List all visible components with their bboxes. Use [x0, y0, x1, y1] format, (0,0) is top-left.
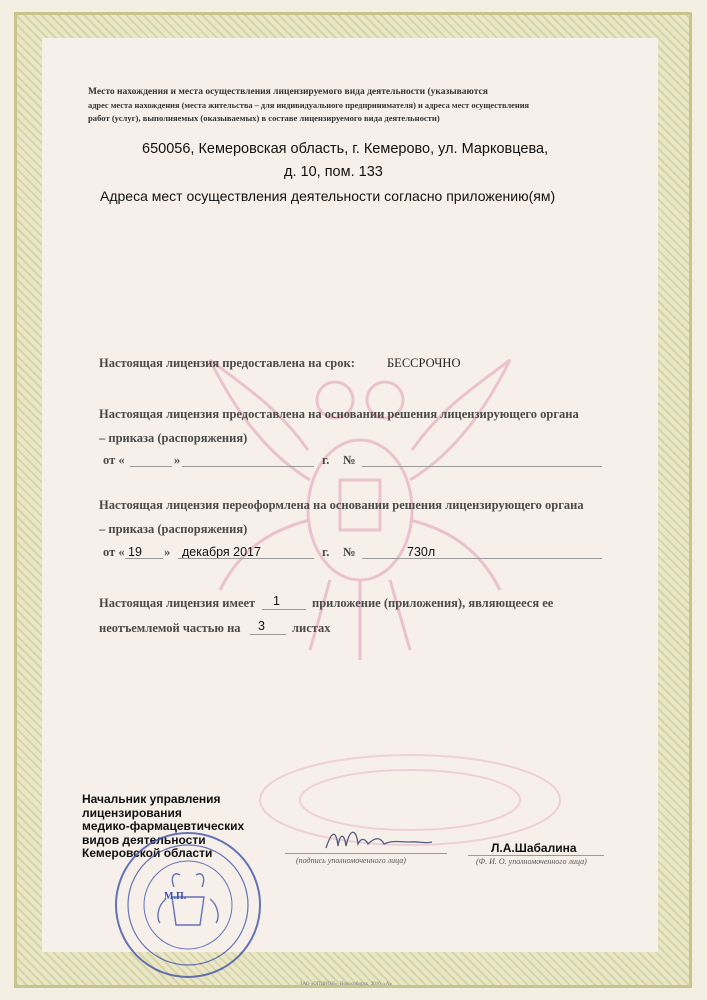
- reissue-from: от «: [103, 545, 125, 559]
- reissue-month-line: [178, 558, 314, 559]
- signatory-title: [82, 793, 244, 861]
- appendix-count: 1: [273, 594, 280, 608]
- appendix-sheets: 3: [258, 619, 265, 633]
- grant-no: №: [343, 453, 356, 467]
- appendix-sheets-label: листах: [292, 621, 331, 635]
- reissue-close-quote: »: [164, 545, 171, 559]
- header-line-2: адрес места нахождения (места жительства – для индивидуального предпринимателя) и адреса мест осуществления: [88, 101, 530, 110]
- signatory-name: Л.А.Шабалина: [491, 841, 577, 855]
- grant-number-line: [362, 466, 602, 467]
- address-line-3: Адреса мест осуществления деятельности согласно приложению(ям): [100, 188, 556, 204]
- grant-line-1: Настоящая лицензия предоставлена на основании решения лицензирующего органа: [99, 407, 579, 421]
- term-value: БЕССРОЧНО: [387, 356, 461, 370]
- stamp-mp: М.П.: [164, 891, 187, 902]
- name-caption: (Ф. И. О. уполномоченного лица): [476, 857, 587, 866]
- reissue-no: №: [343, 545, 356, 559]
- grant-close-quote: »: [174, 453, 181, 467]
- grant-month-line: [182, 466, 314, 467]
- term-label: Настоящая лицензия предоставлена на срок:: [99, 356, 355, 370]
- printer-footer: ЗАО «ОПЦИОН», Новосибирск, 2016, «А»: [300, 982, 392, 987]
- reissue-line-2: – приказа (распоряжения): [99, 522, 248, 536]
- address-line-1: 650056, Кемеровская область, г. Кемерово, ул. Марковцева,: [142, 141, 549, 157]
- grant-line-2: – приказа (распоряжения): [99, 431, 248, 445]
- address-line-2: д. 10, пом. 133: [284, 164, 383, 180]
- reissue-number: 730л: [407, 545, 436, 559]
- reissue-month-year: декабря 2017: [182, 545, 261, 559]
- appendix-sheets-line: [250, 634, 286, 635]
- reissue-number-line: [362, 558, 602, 559]
- signatory-title-line: лицензирования: [82, 805, 182, 820]
- signatory-title-line: видов деятельности: [82, 832, 206, 847]
- appendix-has: Настоящая лицензия имеет: [99, 596, 256, 610]
- appendix-count-line: [262, 609, 306, 610]
- grant-day-line: [130, 466, 172, 467]
- name-line: [468, 855, 604, 856]
- reissue-line-1: Настоящая лицензия переоформлена на основании решения лицензирующего органа: [99, 498, 584, 512]
- reissue-day-line: [125, 558, 163, 559]
- signature-caption: (подпись уполномоченного лица): [296, 856, 406, 865]
- reissue-day: 19: [128, 545, 142, 559]
- header-line-1: Место нахождения и места осуществления лицензируемого вида деятельности (указываются: [88, 87, 488, 97]
- appendix-suffix: приложение (приложения), являющееся ее: [312, 596, 554, 610]
- signatory-title-line: Кемеровской области: [82, 846, 213, 860]
- appendix-part: неотъемлемой частью на: [99, 621, 241, 635]
- reissue-g: г.: [322, 545, 330, 559]
- grant-from: от «: [103, 453, 125, 467]
- signatory-title-line: медико-фармацевтических: [82, 819, 245, 833]
- header-line-3: работ (услуг), выполняемых (оказываемых) в составе лицензируемого вида деятельности): [88, 113, 440, 123]
- signature-line: [285, 853, 447, 854]
- grant-g: г.: [322, 453, 330, 467]
- signatory-title-line: Начальник управления: [82, 792, 221, 806]
